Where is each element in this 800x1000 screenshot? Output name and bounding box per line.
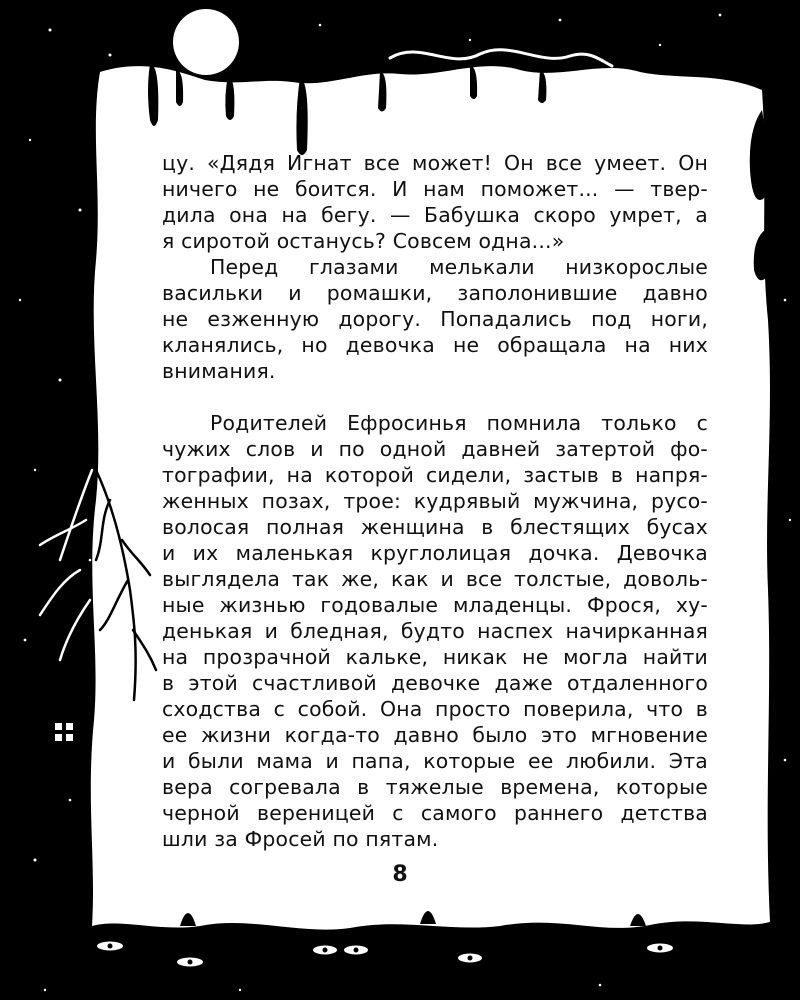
text-line: шли за Фросей по пятам.: [162, 827, 439, 851]
text-line: васильки и ромашки, заполонившие давно: [162, 281, 708, 305]
text-line: не езженную дорогу. Попадались под ноги,: [162, 307, 708, 331]
text-line: кланялись, но девочка не обращала на них: [162, 333, 708, 357]
text-line: тографии, на которой сидели, застыв в напря-: [162, 463, 708, 487]
text-line: женных позах, трое: кудрявый мужчина, русо-: [162, 489, 708, 513]
text-line: чужих слов и по одной давней затертой фо-: [162, 437, 708, 461]
body-text: [162, 150, 708, 852]
text-line: черной вереницей с самого раннего детства: [162, 801, 708, 825]
text-line: вера согревала в тяжелые времена, которые: [162, 775, 708, 799]
text-line: цу. «Дядя Игнат все может! Он все умеет. Он: [162, 151, 708, 175]
text-line: внимания.: [162, 359, 276, 383]
text-line: Родителей Ефросинья помнила только с: [210, 411, 708, 435]
text-line: и были мама и папа, которые ее любили. Эта: [162, 749, 708, 773]
text-line: дила она на бегу. — Бабушка скоро умрет, а: [162, 203, 708, 227]
text-line: волосая полная женщина в блестящих бусах: [162, 515, 708, 539]
text-line: денькая и бледная, будто наспех начирканная: [162, 619, 708, 643]
moon-shape: [173, 9, 239, 75]
text-line: ничего не боится. И нам поможет... — твер-: [162, 177, 708, 201]
text-line: сходства с собой. Она просто поверила, что в: [162, 697, 708, 721]
text-line: в этой счастливой девочке даже отдаленного: [162, 671, 708, 695]
text-line: ее жизни когда-то давно было это мгновение: [162, 723, 708, 747]
page-number: 8: [392, 862, 408, 887]
text-line: выглядела так же, как и все толстые, доволь-: [162, 567, 708, 591]
text-line: Перед глазами мелькали низкорослые: [210, 255, 708, 279]
text-line: на прозрачной кальке, никак не могла найти: [162, 645, 708, 669]
text-line: ные жизнью годовалые младенцы. Фрося, ху-: [162, 593, 708, 617]
text-line: я сиротой останусь? Совсем одна...»: [162, 229, 565, 253]
text-line: и их маленькая круглолицая дочка. Девочка: [162, 541, 708, 565]
